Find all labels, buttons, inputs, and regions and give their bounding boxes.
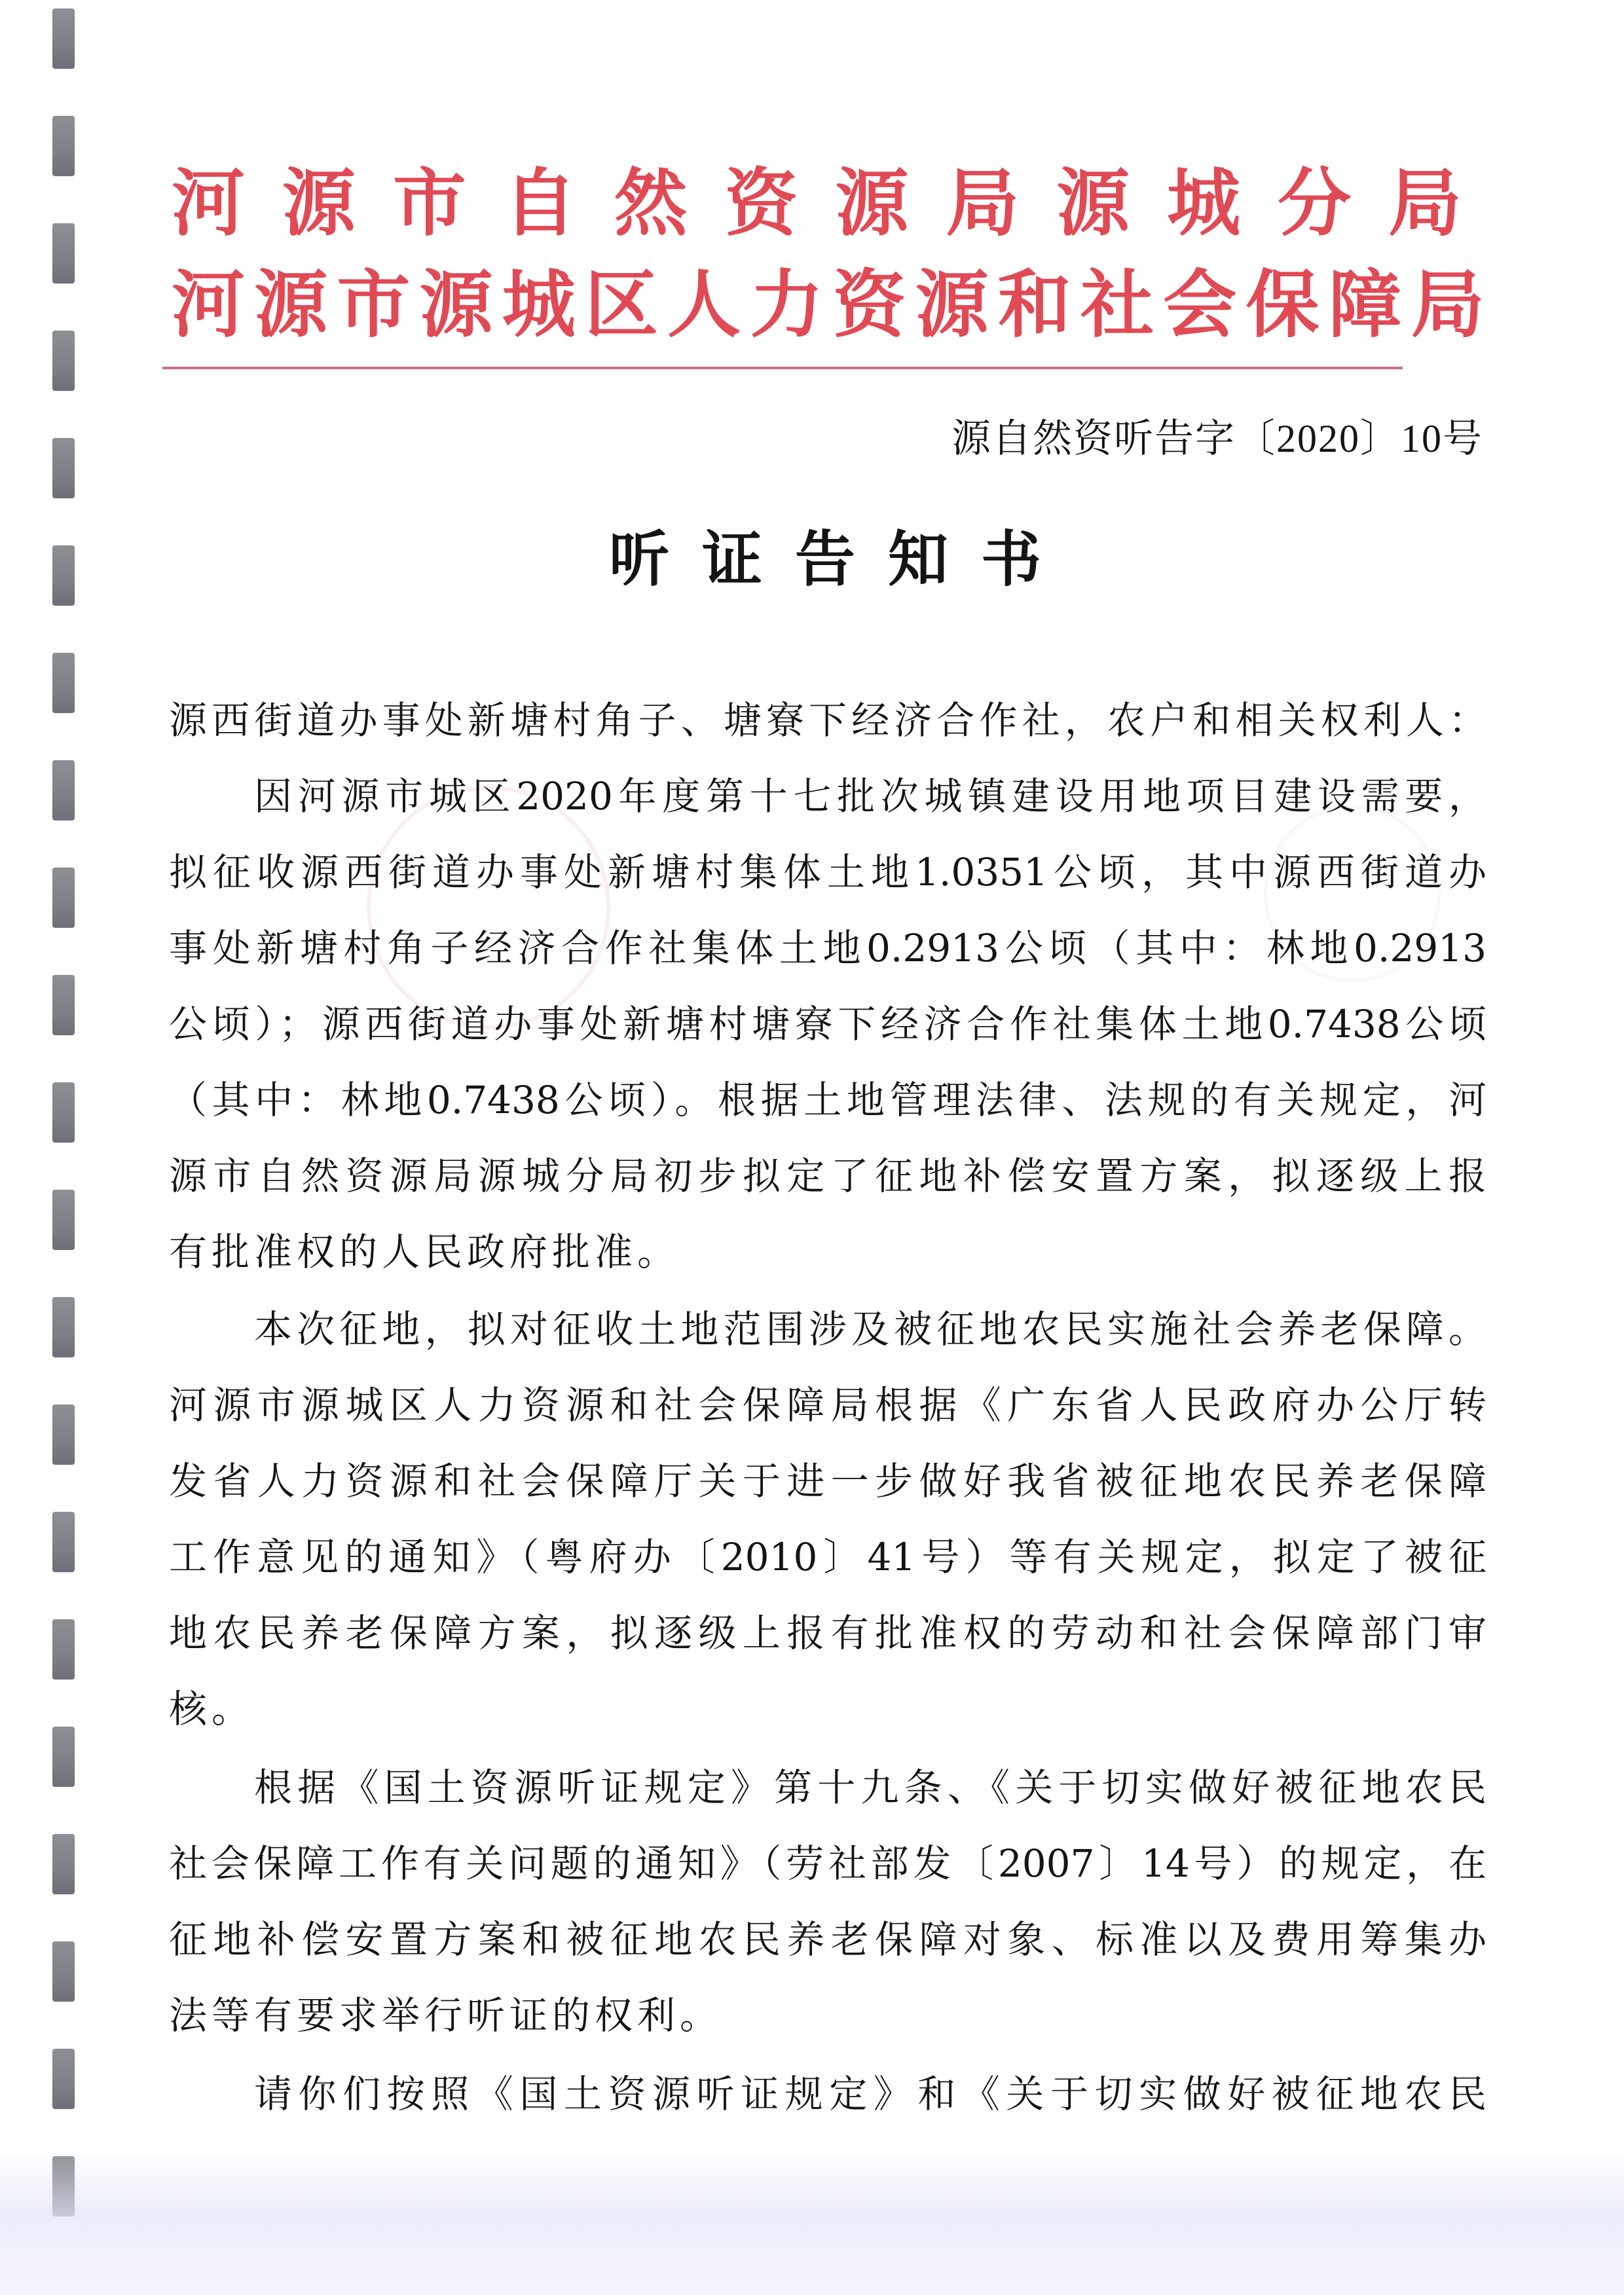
letterhead-char: 源: [254, 263, 328, 348]
letterhead-char: 资: [832, 263, 906, 348]
salutation: 源西街道办事处新塘村角子、塘寮下经济合作社，农户和相关权利人：: [169, 698, 1486, 743]
binding-hole-mark: [52, 438, 75, 498]
paragraph-1-line-4: 公顷）；源西街道办事处新塘村塘寮下经济合作社集体土地0.7438公顷: [169, 1002, 1486, 1046]
letterhead-char: 局: [946, 161, 1020, 246]
binding-hole-mark: [52, 2156, 75, 2216]
letterhead-char: 源: [419, 263, 493, 348]
binding-hole-mark: [52, 1405, 75, 1465]
letterhead-char: 分: [1278, 161, 1352, 246]
binding-hole-mark: [52, 9, 75, 69]
paragraph-1-line-1: 因河源市城区2020年度第十七批次城镇建设用地项目建设需要，: [254, 774, 1486, 818]
binding-hole-mark: [52, 1297, 75, 1357]
binding-hole-mark: [52, 868, 75, 928]
letterhead-char: 河: [172, 161, 245, 246]
binding-hole-mark: [52, 1727, 75, 1787]
paragraph-2-line-1: 本次征地，拟对征收土地范围涉及被征地农民实施社会养老保障。: [254, 1307, 1486, 1351]
letterhead-char: 力: [750, 263, 824, 348]
title-char: 书: [980, 524, 1041, 595]
letterhead-divider: [162, 367, 1403, 369]
binding-hole-mark: [52, 653, 75, 713]
binding-hole-mark: [52, 223, 75, 284]
binding-hole-mark: [52, 975, 75, 1035]
title-char: 证: [701, 524, 762, 595]
binding-hole-mark: [52, 1941, 75, 2002]
binding-marks: [52, 0, 76, 2295]
letterhead-char: 然: [614, 161, 688, 246]
letterhead-char: 城: [1167, 161, 1241, 246]
paragraph-1-line-6: 源市自然资源局源城分局初步拟定了征地补偿安置方案，拟逐级上报: [169, 1154, 1486, 1198]
letterhead-char: 源: [835, 161, 909, 246]
document-number: 源自然资听告字〔2020〕10号: [951, 417, 1483, 460]
binding-hole-mark: [52, 1512, 75, 1572]
title-char: 听: [609, 524, 670, 595]
binding-hole-mark: [52, 1834, 75, 1894]
paragraph-2-line-2: 河源市源城区人力资源和社会保障局根据《广东省人民政府办公厅转: [169, 1383, 1486, 1427]
letterhead-char: 源: [1056, 161, 1130, 246]
letterhead-char: 市: [392, 161, 466, 246]
letterhead-char: 源: [915, 263, 989, 348]
paragraph-2-line-6: 核。: [169, 1687, 255, 1731]
paragraph-1-line-3: 事处新塘村角子经济合作社集体土地0.2913公顷（其中：林地0.2913: [169, 926, 1486, 970]
paragraph-3-line-1: 根据《国土资源听证规定》第十九条、《关于切实做好被征地农民: [254, 1765, 1486, 1810]
title-char: 告: [794, 524, 855, 595]
binding-hole-mark: [52, 760, 75, 820]
title-char: 知: [887, 524, 948, 595]
letterhead-char: 障: [1328, 263, 1402, 348]
letterhead-char: 局: [1388, 161, 1462, 246]
paragraph-2-line-5: 地农民养老保障方案，拟逐级上报有批准权的劳动和社会保障部门审: [169, 1611, 1486, 1655]
binding-hole-mark: [52, 116, 75, 176]
letterhead-char: 社: [1080, 263, 1154, 348]
paragraph-1-line-2: 拟征收源西街道办事处新塘村集体土地1.0351公顷，其中源西街道办: [169, 850, 1486, 894]
paragraph-4-line-1: 请你们按照《国土资源听证规定》和《关于切实做好被征地农民: [254, 2072, 1486, 2116]
binding-hole-mark: [52, 331, 75, 391]
paragraph-3-line-2: 社会保障工作有关问题的通知》（劳社部发〔2007〕14号）的规定，在: [169, 1841, 1486, 1886]
letterhead-char: 资: [724, 161, 798, 246]
binding-hole-mark: [52, 1190, 75, 1250]
letterhead-char: 和: [997, 263, 1071, 348]
paragraph-3-line-3: 征地补偿安置方案和被征地农民养老保障对象、标准以及费用筹集办: [169, 1917, 1486, 1962]
letterhead-char: 河: [172, 263, 245, 348]
letterhead-char: 局: [1411, 263, 1485, 348]
letterhead-org-natural-resources: [172, 161, 1462, 246]
binding-hole-mark: [52, 545, 75, 606]
paragraph-1-line-7: 有批准权的人民政府批准。: [169, 1230, 680, 1274]
paragraph-1-line-5: （其中：林地0.7438公顷）。根据土地管理法律、法规的有关规定，河: [169, 1078, 1486, 1122]
letterhead-org-human-resources: [172, 263, 1485, 348]
letterhead-char: 会: [1163, 263, 1237, 348]
letterhead-char: 城: [502, 263, 576, 348]
letterhead-char: 区: [584, 263, 658, 348]
binding-hole-mark: [52, 1082, 75, 1143]
document-title: [609, 524, 1041, 595]
letterhead-char: 源: [282, 161, 356, 246]
scan-edge-tint: [0, 2148, 1624, 2295]
paragraph-2-line-3: 发省人力资源和社会保障厅关于进一步做好我省被征地农民养老保障: [169, 1459, 1486, 1503]
binding-hole-mark: [52, 2049, 75, 2109]
letterhead-char: 市: [337, 263, 411, 348]
paragraph-3-line-4: 法等有要求举行听证的权利。: [169, 1993, 723, 2038]
letterhead-char: 保: [1246, 263, 1320, 348]
letterhead-char: 自: [503, 161, 577, 246]
letterhead-char: 人: [667, 263, 741, 348]
paragraph-2-line-4: 工作意见的通知》（粤府办〔2010〕41号）等有关规定，拟定了被征: [169, 1535, 1486, 1579]
binding-hole-mark: [52, 1619, 75, 1680]
